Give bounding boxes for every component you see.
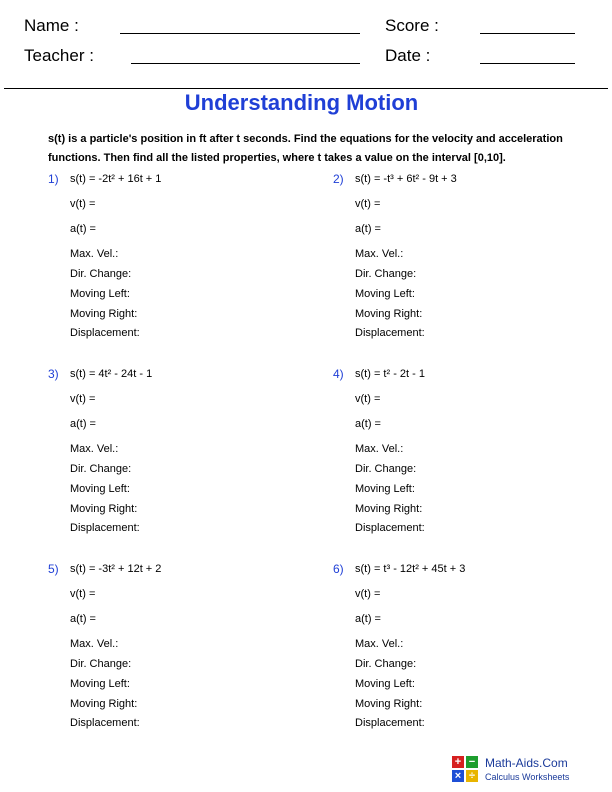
velocity-label: v(t) = xyxy=(355,393,381,405)
velocity-label: v(t) = xyxy=(70,588,96,600)
name-label: Name : xyxy=(24,16,79,35)
acceleration-label: a(t) = xyxy=(355,418,381,430)
max-vel-label: Max. Vel.: xyxy=(355,248,404,260)
plus-icon: + xyxy=(452,756,464,768)
moving-left-label: Moving Left: xyxy=(70,678,130,690)
problem-number: 3) xyxy=(48,367,59,381)
problem-5 xyxy=(48,562,288,742)
displacement-label: Displacement: xyxy=(355,327,425,339)
position-equation: s(t) = -3t² + 12t + 2 xyxy=(70,563,162,575)
score-line[interactable] xyxy=(480,33,575,34)
moving-right-label: Moving Right: xyxy=(70,698,138,710)
problem-number: 2) xyxy=(333,172,344,186)
moving-left-label: Moving Left: xyxy=(70,288,130,300)
displacement-label: Displacement: xyxy=(70,717,140,729)
logo-name: Math-Aids.Com xyxy=(485,756,568,770)
instructions: s(t) is a particle's position in ft after t seconds. Find the equations for the velocity and acceleration functions. Then find all the listed properties, where t takes a value on the interval [0,10]. xyxy=(48,133,563,164)
dir-change-label: Dir. Change: xyxy=(355,658,417,670)
problem-2 xyxy=(333,172,573,352)
moving-left-label: Moving Left: xyxy=(355,483,415,495)
moving-right-label: Moving Right: xyxy=(355,503,423,515)
dir-change-label: Dir. Change: xyxy=(70,463,132,475)
divide-icon: ÷ xyxy=(466,770,478,782)
times-icon: × xyxy=(452,770,464,782)
moving-left-label: Moving Left: xyxy=(70,483,130,495)
problem-number: 6) xyxy=(333,562,344,576)
displacement-label: Displacement: xyxy=(355,717,425,729)
score-label: Score : xyxy=(385,16,439,35)
dir-change-label: Dir. Change: xyxy=(70,658,132,670)
max-vel-label: Max. Vel.: xyxy=(70,443,119,455)
problem-6 xyxy=(333,562,573,742)
moving-right-label: Moving Right: xyxy=(355,698,423,710)
displacement-label: Displacement: xyxy=(355,522,425,534)
max-vel-label: Max. Vel.: xyxy=(355,443,404,455)
moving-right-label: Moving Right: xyxy=(355,308,423,320)
velocity-label: v(t) = xyxy=(355,198,381,210)
page-title: Understanding Motion xyxy=(184,90,419,115)
dir-change-label: Dir. Change: xyxy=(355,463,417,475)
moving-right-label: Moving Right: xyxy=(70,308,138,320)
name-line[interactable] xyxy=(120,33,360,34)
velocity-label: v(t) = xyxy=(70,198,96,210)
acceleration-label: a(t) = xyxy=(70,613,96,625)
position-equation: s(t) = -2t² + 16t + 1 xyxy=(70,173,162,185)
position-equation: s(t) = -t³ + 6t² - 9t + 3 xyxy=(355,173,457,185)
moving-right-label: Moving Right: xyxy=(70,503,138,515)
max-vel-label: Max. Vel.: xyxy=(70,248,119,260)
problem-4 xyxy=(333,367,573,547)
operators-icon xyxy=(452,756,480,784)
dir-change-label: Dir. Change: xyxy=(70,268,132,280)
math-aids-logo xyxy=(452,756,602,786)
header-divider xyxy=(4,88,608,89)
position-equation: s(t) = 4t² - 24t - 1 xyxy=(70,368,153,380)
max-vel-label: Max. Vel.: xyxy=(355,638,404,650)
teacher-line[interactable] xyxy=(131,63,360,64)
acceleration-label: a(t) = xyxy=(70,223,96,235)
teacher-label: Teacher : xyxy=(24,46,94,65)
problem-number: 5) xyxy=(48,562,59,576)
position-equation: s(t) = t² - 2t - 1 xyxy=(355,368,425,380)
acceleration-label: a(t) = xyxy=(70,418,96,430)
problem-number: 1) xyxy=(48,172,59,186)
date-line[interactable] xyxy=(480,63,575,64)
moving-left-label: Moving Left: xyxy=(355,678,415,690)
minus-icon: − xyxy=(466,756,478,768)
velocity-label: v(t) = xyxy=(70,393,96,405)
velocity-label: v(t) = xyxy=(355,588,381,600)
max-vel-label: Max. Vel.: xyxy=(70,638,119,650)
problem-1 xyxy=(48,172,288,352)
date-label: Date : xyxy=(385,46,431,65)
problem-3 xyxy=(48,367,288,547)
moving-left-label: Moving Left: xyxy=(355,288,415,300)
problem-number: 4) xyxy=(333,367,344,381)
acceleration-label: a(t) = xyxy=(355,223,381,235)
displacement-label: Displacement: xyxy=(70,522,140,534)
dir-change-label: Dir. Change: xyxy=(355,268,417,280)
acceleration-label: a(t) = xyxy=(355,613,381,625)
displacement-label: Displacement: xyxy=(70,327,140,339)
logo-subtitle: Calculus Worksheets xyxy=(485,772,570,782)
position-equation: s(t) = t³ - 12t² + 45t + 3 xyxy=(355,563,466,575)
